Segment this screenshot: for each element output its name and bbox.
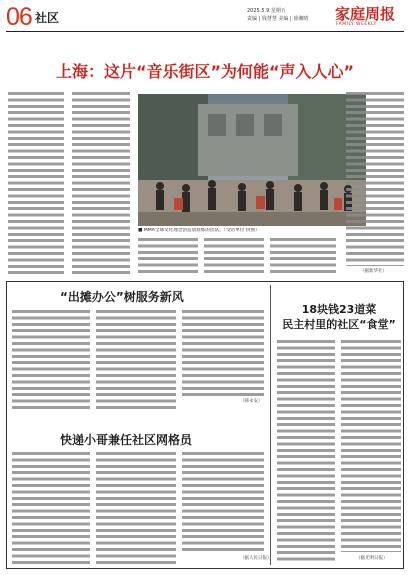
brief-2-credit: （据人民日报） [240, 556, 272, 561]
brief-3-body-column-2 [341, 340, 401, 552]
lead-body-column-6 [346, 92, 404, 266]
section-name: 社区 [35, 11, 60, 25]
brief-1-headline: “出摊办公”树服务新风 [60, 290, 184, 304]
issue-date: 2025.5.9 星期五 [247, 8, 286, 14]
lead-headline: 上海：这片“音乐街区”为何能“声入人心” [55, 62, 355, 81]
brief-2-headline: 快递小哥兼任社区网格员 [60, 433, 193, 447]
photo-caption: ■ MMA全球文化理念创造晨晨练的团队。（受访单位 供图） [138, 228, 260, 233]
issue-editors: 责编 | 钱慧慧 美编 | 徐湘晴 [247, 16, 309, 22]
brief-3-body-column-1 [277, 340, 335, 562]
brief-2-body-column-2 [96, 452, 176, 564]
page-number: 06 [6, 3, 32, 31]
brief-1-body-column-3 [182, 310, 264, 396]
paper-name: 家庭周报 [335, 5, 396, 23]
lead-body-column-5 [270, 238, 336, 276]
lead-body-column-2 [72, 92, 130, 275]
lead-body-column-1 [8, 92, 64, 275]
masthead-rule [6, 31, 404, 32]
brief-3-headline-line-2: 民主村里的社区“食堂” [282, 318, 396, 331]
briefs-divider [270, 285, 271, 565]
lead-photo [138, 94, 366, 226]
brief-1-body-column-1 [12, 310, 90, 410]
brief-1-body-column-2 [96, 310, 176, 410]
brief-2-body-column-3 [182, 452, 264, 554]
lead-photo-image [138, 94, 366, 226]
brief-3-headline-line-1: 18块钱23道菜 [301, 303, 377, 316]
brief-2-body-column-1 [12, 452, 90, 564]
paper-name-en: FAMILY WEEKLY [336, 22, 377, 27]
brief-3-credit: （据光明日报） [356, 556, 388, 561]
lead-body-column-4 [204, 238, 264, 276]
lead-credit: （据新华社） [360, 269, 387, 274]
brief-1-credit: （韩永安） [240, 399, 263, 404]
lead-body-column-3 [138, 238, 198, 276]
